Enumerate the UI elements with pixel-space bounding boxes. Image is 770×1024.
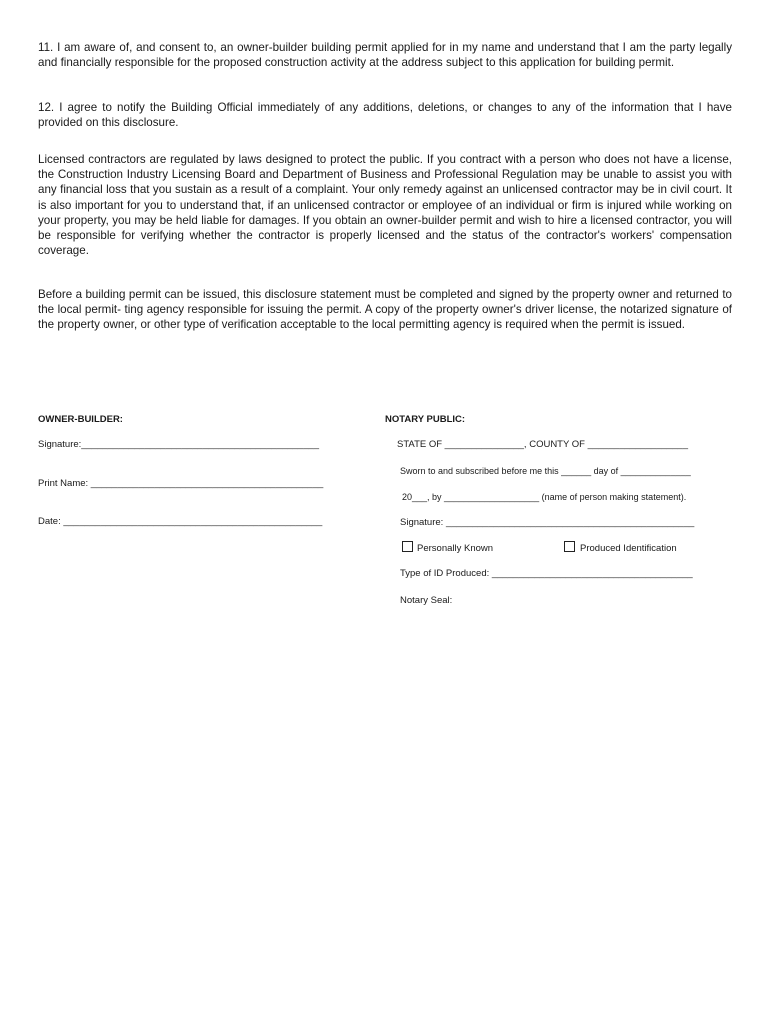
personally-known-label: Personally Known (417, 543, 494, 554)
notary-heading: NOTARY PUBLIC: (385, 414, 466, 425)
notary-signature-field[interactable]: Signature: _______________________________________________ (400, 517, 695, 528)
owner-print-name-field[interactable]: Print Name: ____________________________________________ (38, 478, 324, 489)
notary-year-by-field[interactable]: 20___, by ___________________ (name of person making statement). (402, 492, 687, 502)
produced-identification-checkbox[interactable] (564, 541, 575, 552)
type-of-id-field[interactable]: Type of ID Produced: ______________________________________ (400, 568, 693, 579)
notary-state-county-field[interactable]: STATE OF _______________, COUNTY OF ___________________ (397, 439, 689, 450)
produced-identification-label: Produced Identification (580, 543, 677, 554)
owner-builder-heading: OWNER-BUILDER: (38, 414, 123, 425)
paragraph-item-12: 12. I agree to notify the Building Official immediately of any additions, deletions, or changes to any of the information that I have provided on this disclosure. (38, 101, 732, 130)
paragraph-item-11: 11. I am aware of, and consent to, an owner-builder building permit applied for in my name and understand that I am the party legally and financially responsible for the proposed construction activity at the address subject to this application for building permit. (38, 41, 732, 70)
notary-sworn-field[interactable]: Sworn to and subscribed before me this ______ day of ______________ (400, 466, 691, 476)
personally-known-checkbox[interactable] (402, 541, 413, 552)
paragraph-licensed-contractors: Licensed contractors are regulated by laws designed to protect the public. If you contract with a person who does not have a license, the Construction Industry Licensing Board and Department of Business and Professional Regulation may be unable to assist you with any financial loss that you sustain as a result of a complaint. Your only remedy against an unlicensed contractor may be in civil court. It is also important for you to understand that, if an unlicensed contractor or employee of an individual or firm is injured while working on your property, you may be held liable for damages. If you obtain an owner-builder permit and wish to hire a licensed contractor, you will be responsible for verifying whether the contractor is properly licensed and the status of the contractor's workers' compensation coverage. (38, 153, 732, 258)
owner-date-field[interactable]: Date: _________________________________________________ (38, 516, 323, 527)
owner-signature-field[interactable]: Signature:_____________________________________________ (38, 439, 320, 450)
paragraph-before-permit: Before a building permit can be issued, this disclosure statement must be completed and signed by the property owner and returned to the local permit- ting agency responsible for issuing the permit. A copy of the property owner's driver license, the notarized signature of the property owner, or other type of verification acceptable to the local permitting agency is required when the permit is issued. (38, 288, 732, 332)
notary-seal-label: Notary Seal: (400, 595, 453, 606)
